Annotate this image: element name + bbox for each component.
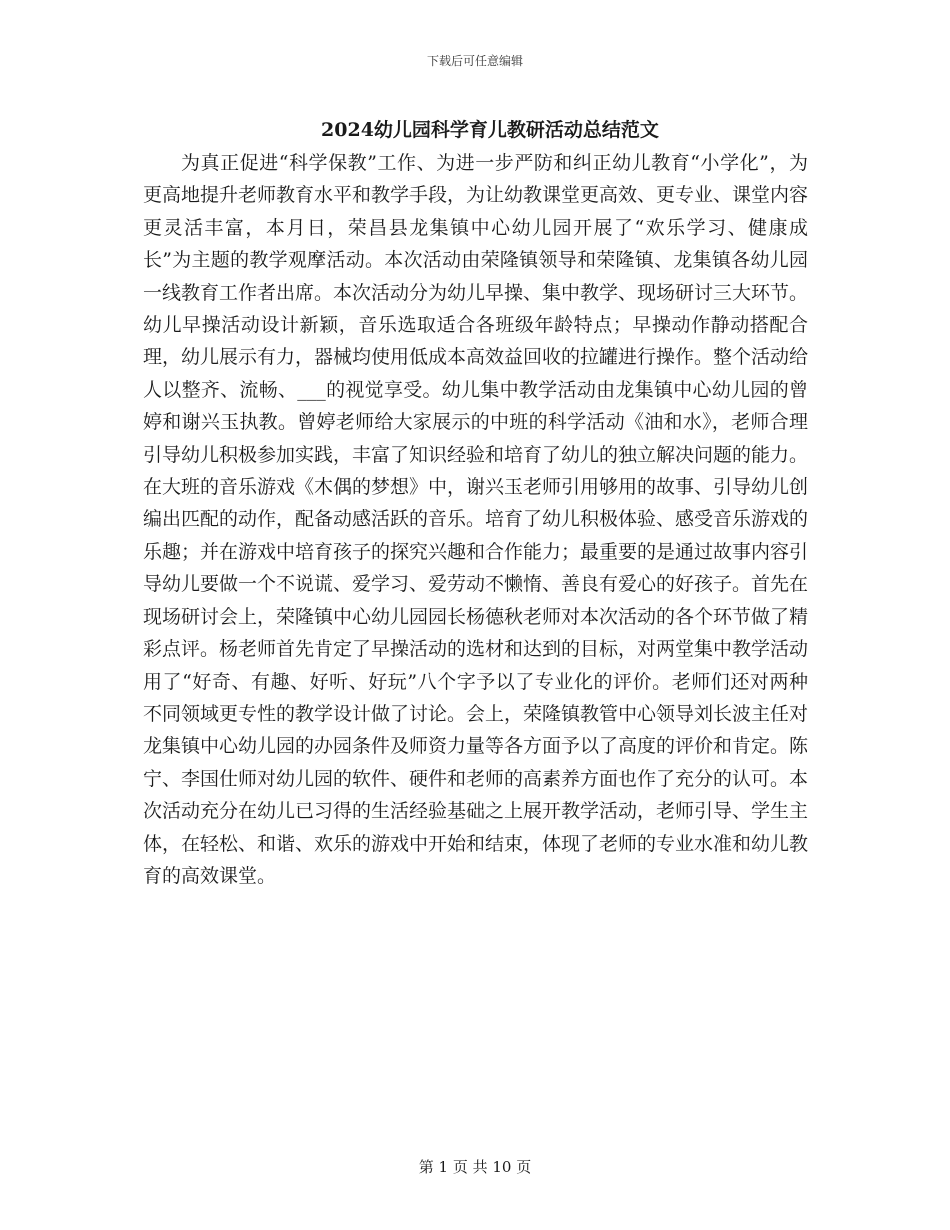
page-header-note: 下载后可任意编辑 [426,54,523,68]
document-body-paragraph: 为真正促进“科学保教”工作、为进一步严防和纠正幼儿教育“小学化”，为更高地提升老师教育水平和教学手段，为让幼教课堂更高效、更专业、课堂内容更灵活丰富，本月日，荣昌县龙集镇中心幼儿园开展了“欢乐学习、健康成长”为主题的教学观摩活动。本次活动由荣隆镇领导和荣隆镇、龙集镇各幼儿园一线教育工作者出席。本次活动分为幼儿早操、集中教学、现场研讨三大环节。幼儿早操活动设计新颖，音乐选取适合各班级年龄特点；早操动作静动搭配合理，幼儿展示有力，器械均使用低成本高效益回收的拉罐进行操作。整个活动给人以整齐、流畅、___的视觉享受。幼儿集中教学活动由龙集镇中心幼儿园的曾婷和谢兴玉执教。曾婷老师给大家展示的中班的科学活动《油和水》，老师合理引导幼儿积极参加实践，丰富了知识经验和培育了幼儿的独立解决问题的能力。在大班的音乐游戏《木偶的梦想》中，谢兴玉老师引用够用的故事、引导幼儿创编出匹配的动作，配备动感活跃的音乐。培育了幼儿积极体验、感受音乐游戏的乐趣；并在游戏中培育孩子的探究兴趣和合作能力；最重要的是通过故事内容引导幼儿要做一个不说谎、爱学习、爱劳动不懒惰、善良有爱心的好孩子。首先在现场研讨会上，荣隆镇中心幼儿园园长杨德秋老师对本次活动的各个环节做了精彩点评。杨老师首先肯定了早操活动的选材和达到的目标，对两堂集中教学活动用了“好奇、有趣、好听、好玩”八个字予以了专业化的评价。老师们还对两种不同领域更专性的教学设计做了讨论。会上，荣隆镇教管中心领导刘长波主任对龙集镇中心幼儿园的办园条件及师资力量等各方面予以了高度的评价和肯定。陈宁、李国仕师对幼儿园的软件、硬件和老师的高素养方面也作了充分的认可。本次活动充分在幼儿已习得的生活经验基础之上展开教学活动，老师引导、学生主体，在轻松、和谐、欢乐的游戏中开始和结束，体现了老师的专业水准和幼儿教育的高效课堂。 [143,152,809,887]
document-title: 2024幼儿园科学育儿教研活动总结范文 [321,119,659,141]
page-number-footer: 第 1 页 共 10 页 [418,1158,532,1176]
